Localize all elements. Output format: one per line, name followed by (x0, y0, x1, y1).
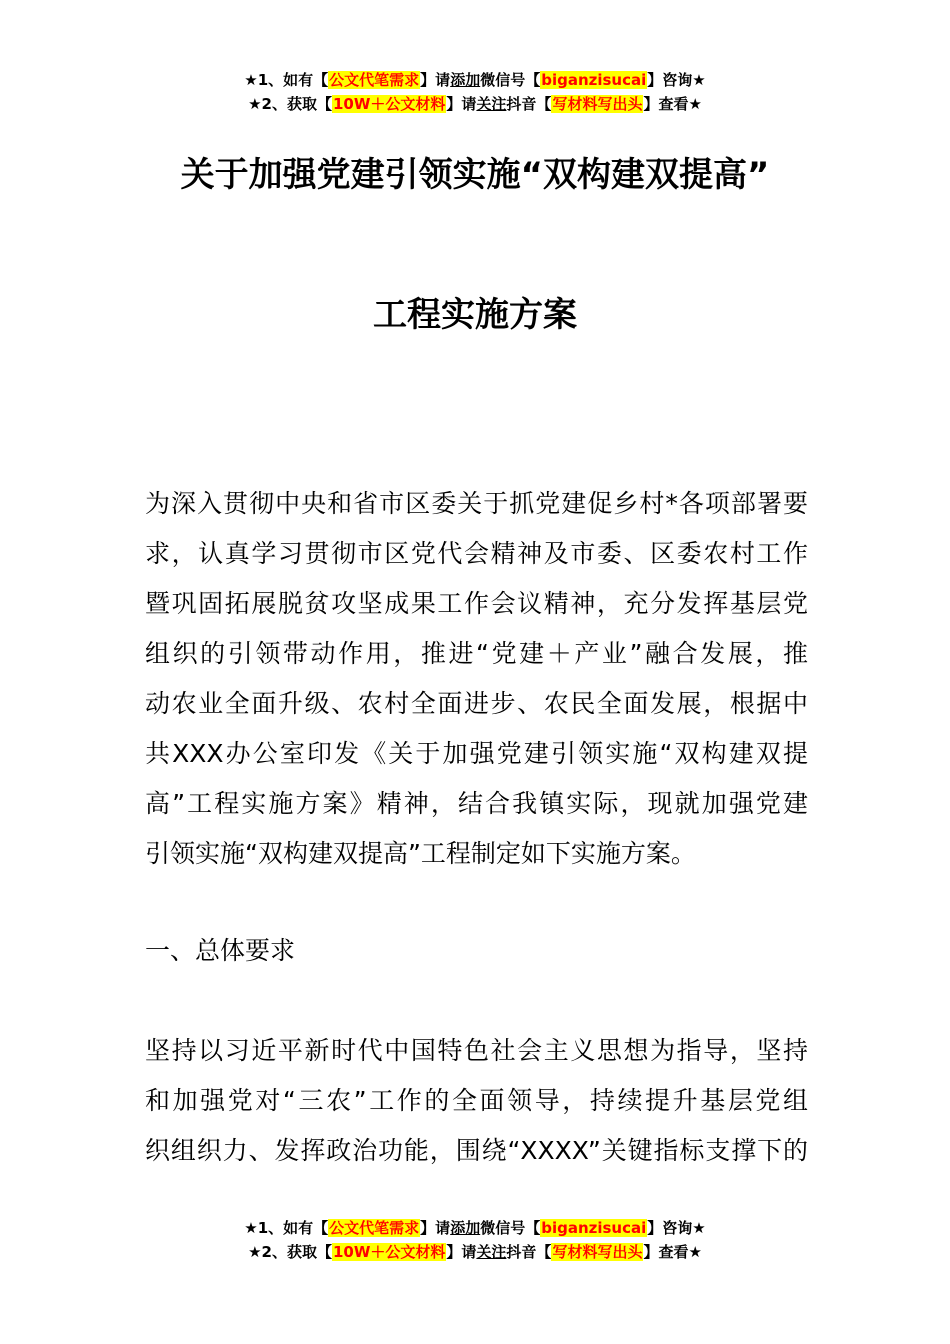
paragraph-line: 坚持以习近平新时代中国特色社会主义思想为指导，坚持 (145, 1036, 808, 1065)
banner-text: 】请 (420, 1219, 451, 1237)
section-paragraph (145, 1026, 808, 1176)
banner-highlight: 公文代笔需求 (329, 71, 420, 89)
banner-line-2 (0, 1240, 950, 1264)
banner-text: 】请 (420, 71, 451, 89)
banner-highlight: biganzisucai (541, 1219, 647, 1237)
banner-text: 】查看★ (643, 1243, 702, 1261)
paragraph-line: 动农业全面升级、农村全面进步、农民全面发展，根据中 (145, 689, 808, 718)
banner-text: 】请 (446, 95, 477, 113)
paragraph-line: 组织的引领带动作用，推进“党建＋产业”融合发展，推 (145, 639, 808, 668)
section-heading-text: 一、总体要求 (145, 936, 296, 965)
banner-text: ★1、如有【 (244, 71, 329, 89)
paragraph-line: 织组织力、发挥政治功能，围绕“XXXX”关键指标支撑下的 (145, 1136, 808, 1165)
banner-text: ★2、获取【 (248, 95, 332, 113)
banner-underline: 添加 (450, 71, 481, 89)
banner-underline: 关注 (476, 95, 507, 113)
document-title-line-1: 关于加强党建引领实施“双构建双提高” (180, 155, 770, 195)
paragraph-line: 求，认真学习贯彻市区党代会精神及市委、区委农村工作 (145, 539, 808, 568)
section-heading (145, 926, 808, 976)
banner-underline: 添加 (450, 1219, 481, 1237)
intro-paragraph (145, 479, 808, 879)
paragraph-line: 共XXX办公室印发《关于加强党建引领实施“双构建双提 (145, 739, 808, 768)
banner-text: ★2、获取【 (248, 1243, 332, 1261)
document-title-line-2: 工程实施方案 (373, 295, 577, 335)
banner-text: 】咨询★ (647, 71, 706, 89)
banner-text: 】咨询★ (647, 1219, 706, 1237)
banner-highlight: 公文代笔需求 (329, 1219, 420, 1237)
banner-text: 】查看★ (643, 95, 702, 113)
banner-highlight: 10W＋公文材料 (332, 95, 446, 113)
paragraph-line: 为深入贯彻中央和省市区委关于抓党建促乡村*各项部署要 (145, 489, 808, 518)
paragraph-line: 暨巩固拓展脱贫攻坚成果工作会议精神，充分发挥基层党 (145, 589, 808, 618)
banner-text: ★1、如有【 (244, 1219, 329, 1237)
bottom-banner (0, 1216, 950, 1264)
top-banner (0, 68, 950, 116)
banner-text: 微信号【 (480, 71, 541, 89)
banner-highlight: 写材料写出头 (552, 1243, 643, 1261)
paragraph-line: 和加强党对“三农”工作的全面领导，持续提升基层党组 (145, 1086, 808, 1115)
banner-highlight: biganzisucai (541, 71, 647, 89)
paragraph-line: 高”工程实施方案》精神，结合我镇实际，现就加强党建 (145, 789, 808, 818)
banner-line-1 (0, 68, 950, 92)
banner-line-1 (0, 1216, 950, 1240)
banner-text: 微信号【 (480, 1219, 541, 1237)
banner-highlight: 10W＋公文材料 (332, 1243, 446, 1261)
paragraph-line: 引领实施“双构建双提高”工程制定如下实施方案。 (145, 839, 696, 868)
banner-highlight: 写材料写出头 (552, 95, 643, 113)
banner-line-2 (0, 92, 950, 116)
banner-text: 抖音【 (506, 1243, 552, 1261)
banner-text: 抖音【 (506, 95, 552, 113)
banner-underline: 关注 (476, 1243, 507, 1261)
banner-text: 】请 (446, 1243, 477, 1261)
